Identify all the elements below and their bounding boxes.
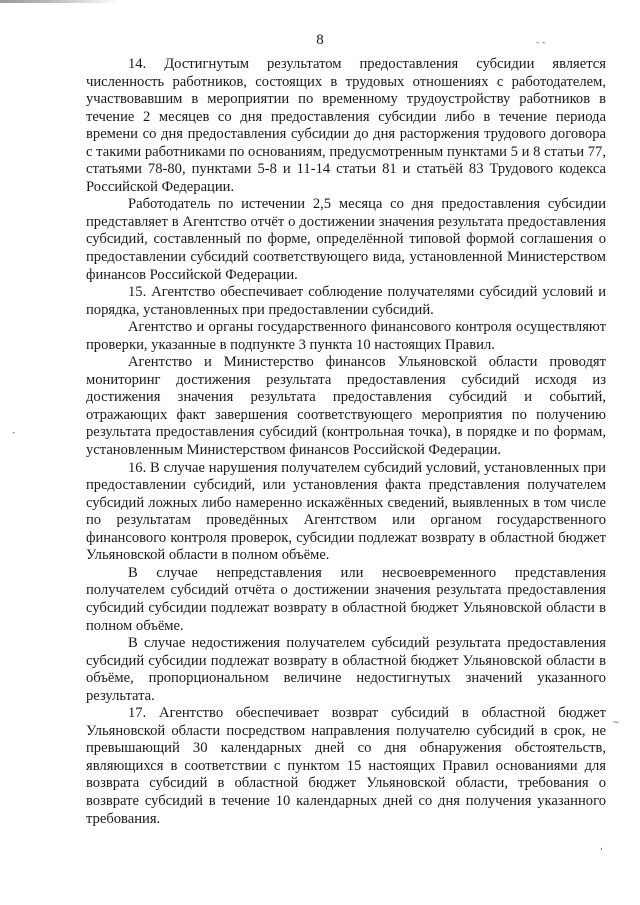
paragraph-result-failure: В случае недостижения получателем субсидий результата предоставления субсидий субсидии подлежат возврату в областной бюджет Ульяновской области в объёме, пропорциональном величине недостигнутых значений указанного результата. xyxy=(86,635,606,704)
scan-speck: , xyxy=(600,842,603,852)
paragraph-employer-report: Работодатель по истечении 2,5 месяца со дня предоставления субсидии представляет в Агентство отчёт о достижении значения результата предоставления субсидий, составленный по форме, определённой типовой формой соглашения о предоставлении субсидий соответствующего вида, установленной Министерством финансов Российской Федерации. xyxy=(86,196,606,283)
scan-speck: ~ xyxy=(612,718,620,728)
paragraph-inspections: Агентство и органы государственного финансового контроля осуществляют проверки, указанные в подпункте 3 пункта 10 настоящих Правил. xyxy=(86,319,606,353)
scan-speck: - - xyxy=(536,38,546,48)
paragraph-report-failure: В случае непредставления или несвоевременного представления получателем субсидий отчёта о достижении значения результата предоставления субсидий субсидии подлежат возврату в областной бюджет Ульяновской области в полном объёме. xyxy=(86,564,606,634)
paragraph-monitoring: Агентство и Министерство финансов Ульяновской области проводят мониторинг достижения результата предоставления субсидий исходя из достижения значения результата предоставления субсидий и событий, отражающих факт завершения соответствующего мероприятия по получению результата предоставления субсидий (контрольная точка), в порядке и по формам, установленным Министерством финансов Российской Федерации. xyxy=(86,354,606,459)
paragraph-14: 14. Достигнутым результатом предоставления субсидии является численность работников, состоящих в трудовых отношениях с работодателем, участвовавшим в мероприятии по временному трудоустройству работников в течение 2 месяцев со дня предоставления субсидии либо в течение периода времени со дня предоставления субсидии до дня расторжения трудового договора с такими работниками по основаниям, предусмотренным пунктами 5 и 8 статьи 77, статьями 78-80, пунктами 5-8 и 11-14 статьи 81 и статьёй 83 Трудового кодекса Российской Федерации. xyxy=(86,56,606,195)
document-body xyxy=(86,56,606,828)
paragraph-15: 15. Агентство обеспечивает соблюдение получателями субсидий условий и порядка, установленных при предоставлении субсидий. xyxy=(86,284,606,318)
page-number: 8 xyxy=(316,32,324,48)
paragraph-16: 16. В случае нарушения получателем субсидий условий, установленных при предоставлении субсидий, или установления факта представления получателем субсидий ложных либо намеренно искажённых сведений, выявленных в том числе по результатам проведённых Агентством или органом государственного финансового контроля проверок, субсидии подлежат возврату в областной бюджет Ульяновской области в полном объёме. xyxy=(86,459,606,564)
scan-edge-mark xyxy=(0,0,120,3)
scan-speck: - xyxy=(12,428,16,438)
paragraph-17: 17. Агентство обеспечивает возврат субсидий в областной бюджет Ульяновской области посредством направления получателю субсидий в срок, не превышающий 30 календарных дней со дня обнаружения обстоятельств, являющихся в соответствии с пунктом 15 настоящих Правил основаниями для возврата субсидий в областной бюджет Ульяновской области, требования о возврате субсидий в течение 10 календарных дней со дня получения указанного требования. xyxy=(86,705,606,827)
